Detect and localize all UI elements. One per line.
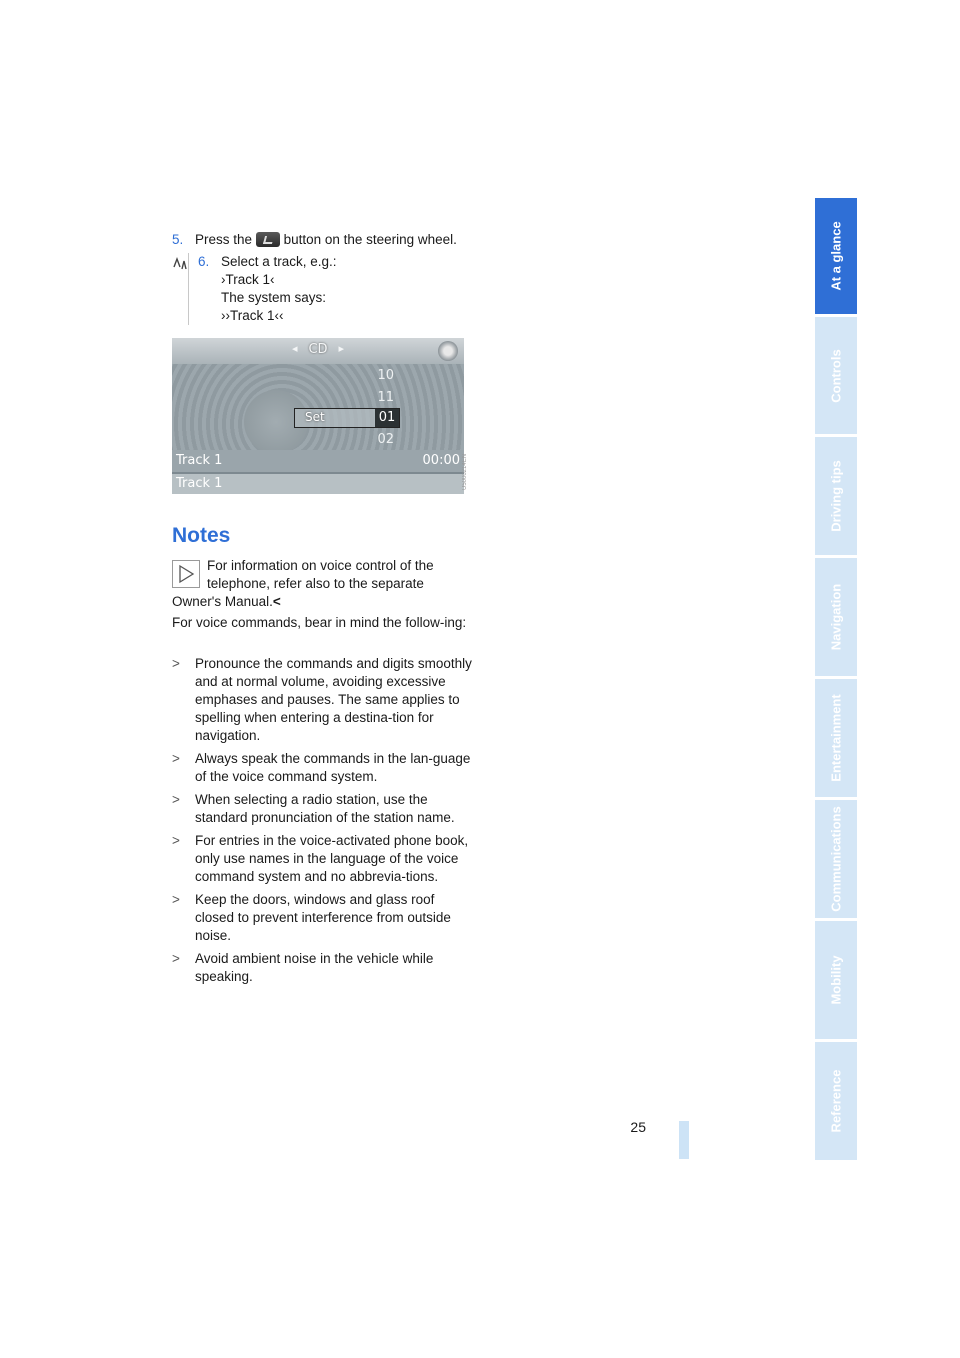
status-row — [172, 450, 464, 472]
tab-navigation[interactable] — [815, 558, 857, 676]
step-text: Select a track, e.g.: — [221, 254, 337, 269]
screen-arrows — [292, 342, 344, 355]
bullet-marker: > — [172, 892, 180, 907]
note-line: For information on voice control of the — [207, 558, 434, 573]
right-arrow-icon: ▸ — [338, 342, 344, 355]
bullet-marker: > — [172, 656, 180, 671]
system-response-text: ››Track 1‹‹ — [221, 308, 284, 323]
tab-label: Controls — [828, 348, 844, 403]
intro-text: For voice commands, bear in mind the follow-ing: — [172, 615, 467, 630]
list-item-text: Always speak the commands in the lan-guage of the voice command system. — [195, 751, 471, 784]
tab-mobility[interactable] — [815, 921, 857, 1039]
tab-communications[interactable] — [815, 800, 857, 918]
tab-label: Navigation — [828, 583, 844, 651]
step-number: 6. — [198, 254, 210, 269]
selected-track: 01 — [375, 409, 399, 427]
note-line: telephone, refer also to the separate — [207, 576, 424, 591]
list-item — [172, 891, 472, 945]
section-heading: Notes — [172, 524, 231, 547]
list-item — [172, 950, 472, 986]
status-track: Track 1 — [176, 453, 223, 468]
track-number: 11 — [377, 390, 394, 405]
list-item — [172, 832, 472, 886]
list-item-text: Pronounce the commands and digits smoothly and at normal volume, avoiding excessive emphases and pauses. The same applies to spelling when entering a destina-tion for navigation. — [195, 656, 472, 743]
tab-reference[interactable] — [815, 1042, 857, 1160]
tab-at-a-glance[interactable] — [815, 198, 857, 314]
note-paragraph — [172, 557, 472, 611]
tab-label: Entertainment — [828, 694, 844, 782]
list-item-text: When selecting a radio station, use the standard pronunciation of the station name. — [195, 792, 455, 825]
tab-label: Communications — [828, 806, 844, 912]
bullet-marker: > — [172, 792, 180, 807]
step-6 — [198, 253, 478, 325]
track-number: 10 — [377, 368, 394, 383]
list-item-text: For entries in the voice-activated phone book, only use names in the language of the voice command system and no abbrevia-tions. — [195, 833, 469, 884]
list-item-text: Keep the doors, windows and glass roof closed to prevent interference from outside noise. — [195, 892, 451, 943]
bullet-marker: > — [172, 751, 180, 766]
screen-title: CD — [308, 342, 328, 357]
status-time: 00:00 — [422, 453, 460, 468]
track-number: 02 — [377, 432, 394, 447]
bottom-track: Track 1 — [176, 476, 223, 491]
step-5 — [172, 231, 472, 249]
voice-command-icon — [172, 255, 188, 273]
controller-icon — [438, 341, 458, 361]
set-label: Set — [305, 410, 325, 424]
divider — [188, 253, 189, 325]
list-item — [172, 791, 472, 827]
page-number: 25 — [630, 1119, 646, 1135]
tab-label: Mobility — [828, 955, 844, 1005]
chapter-tabs — [815, 198, 857, 1160]
tab-label: Reference — [828, 1069, 844, 1133]
tab-label: Driving tips — [828, 460, 844, 532]
step-number: 5. — [172, 232, 184, 247]
bullet-marker: > — [172, 833, 180, 848]
bullet-marker: > — [172, 951, 180, 966]
disc-area — [172, 364, 464, 450]
left-arrow-icon: ◂ — [292, 342, 298, 355]
step-text: button on the steering wheel. — [283, 232, 457, 247]
cd-screen-image — [172, 338, 464, 494]
bullet-list — [172, 655, 472, 991]
image-code: U5000214EN — [462, 453, 468, 490]
step-text: The system says: — [221, 290, 327, 305]
track-selector — [294, 408, 400, 428]
voice-button-icon — [256, 232, 280, 247]
tab-driving-tips[interactable] — [815, 437, 857, 555]
bottom-row — [172, 474, 464, 494]
list-item — [172, 750, 472, 786]
page-marker — [679, 1121, 689, 1159]
list-item — [172, 655, 472, 745]
note-line: Owner's Manual. — [172, 594, 273, 609]
screen-header — [172, 338, 464, 364]
end-marker: < — [272, 594, 281, 609]
tab-entertainment[interactable] — [815, 679, 857, 797]
tab-label: At a glance — [828, 221, 844, 291]
tab-controls[interactable] — [815, 317, 857, 434]
list-item-text: Avoid ambient noise in the vehicle while speaking. — [195, 951, 434, 984]
step-text: Press the — [195, 232, 253, 247]
voice-command-text: ›Track 1‹ — [221, 272, 275, 287]
